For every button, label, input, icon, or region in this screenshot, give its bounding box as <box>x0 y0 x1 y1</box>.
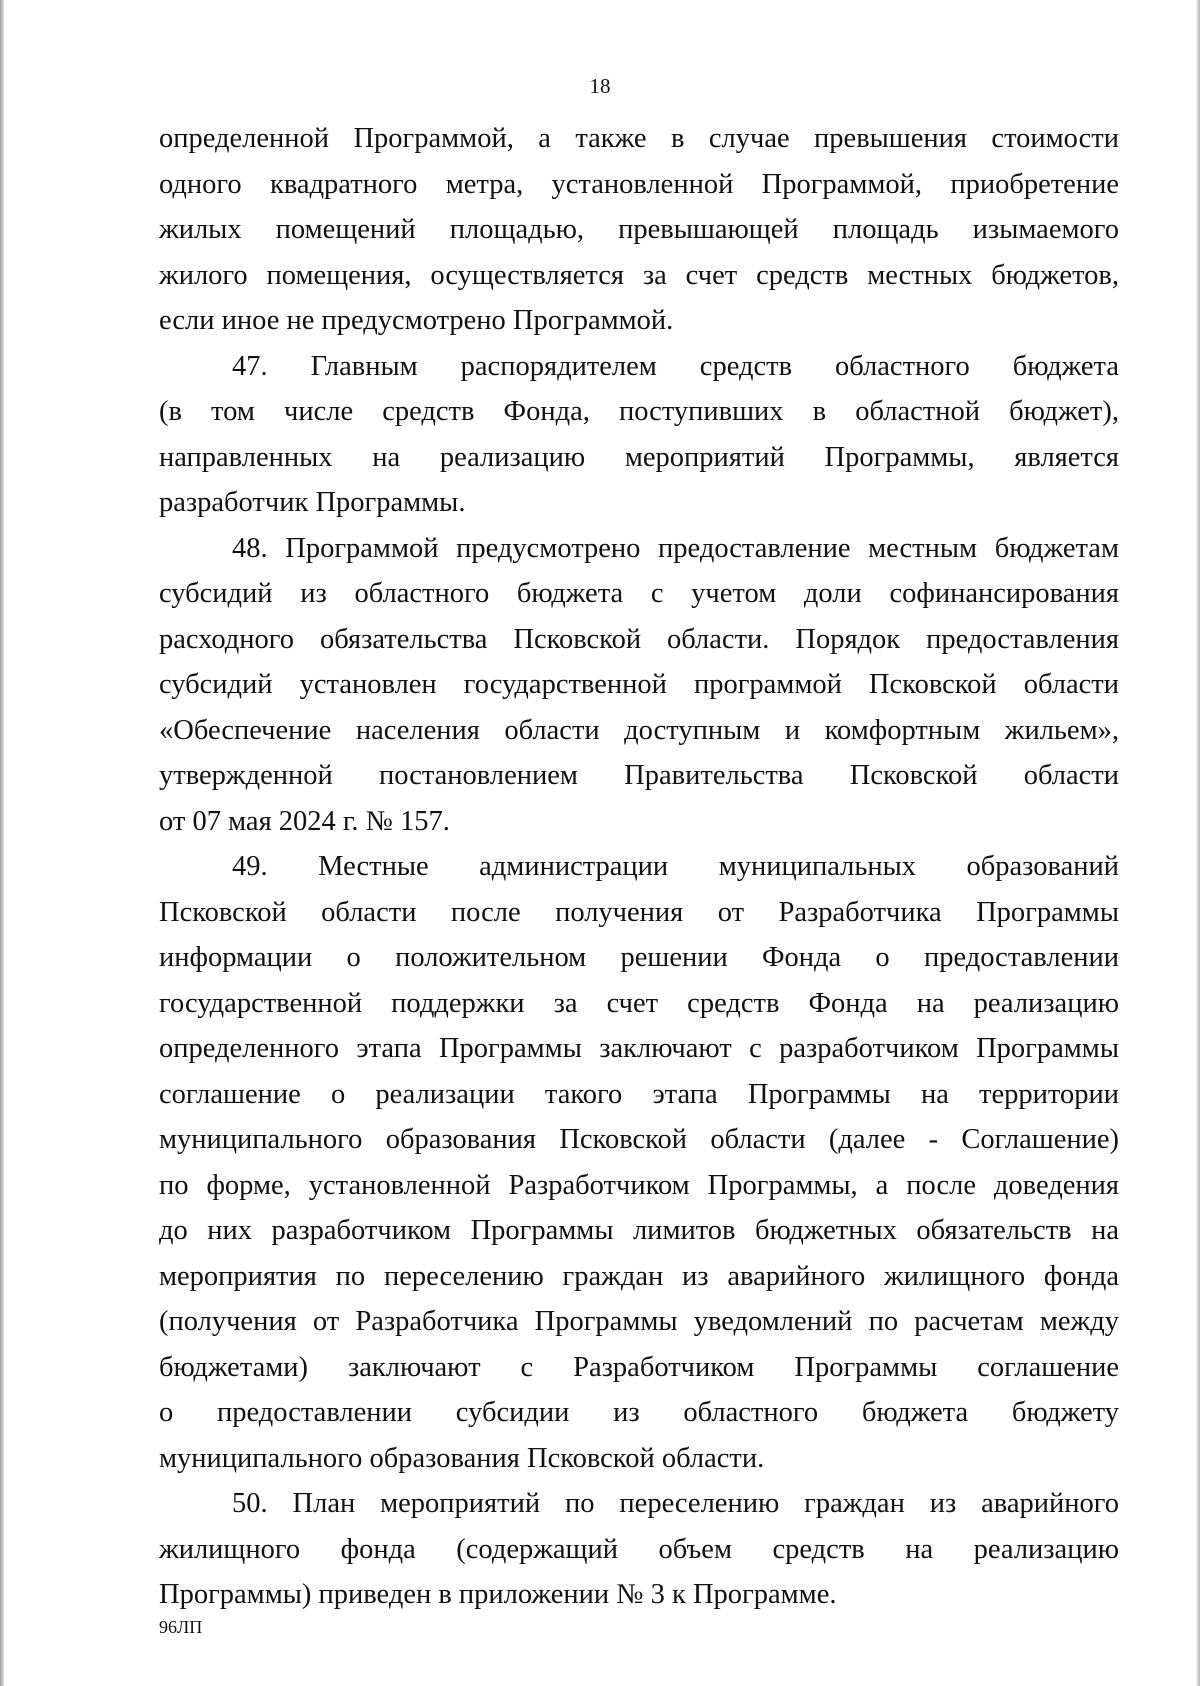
text-line: до них разработчиком Программы лимитов бюджетных обязательств на <box>159 1215 1119 1246</box>
text-line: одного квадратного метра, установленной Программой, приобретение <box>159 168 1119 200</box>
text-line: субсидий установлен государственной программой Псковской области <box>159 669 1119 700</box>
text-line: жилого помещения, осуществляется за счет средств местных бюджетов, <box>159 259 1119 291</box>
paragraph-first-line: 49. Местные администрации муниципальных образований <box>232 851 1119 882</box>
text-line: (в том числе средств Фонда, поступивших в областной бюджет), <box>159 396 1119 427</box>
text-line: определенной Программой, а также в случае превышения стоимости <box>159 123 1119 154</box>
text-line: о предоставлении субсидии из областного бюджета бюджету <box>159 1397 1119 1428</box>
text-line: разработчик Программы. <box>159 487 466 518</box>
text-line: направленных на реализацию мероприятий Программы, является <box>159 441 1119 473</box>
text-line: расходного обязательства Псковской области. Порядок предоставления <box>159 623 1119 655</box>
text-line: (получения от Разработчика Программы уведомлений по расчетам между <box>159 1306 1119 1337</box>
text-line: государственной поддержки за счет средств Фонда на реализацию <box>159 987 1119 1019</box>
paragraph-first-line: 48. Программой предусмотрено предоставление местным бюджетам <box>232 532 1119 564</box>
paragraph-first-line: 47. Главным распорядителем средств областного бюджета <box>232 350 1119 382</box>
text-line: информации о положительном решении Фонда о предоставлении <box>159 942 1119 973</box>
text-line: от 07 мая 2024 г. № 157. <box>159 805 450 837</box>
scan-edge-right <box>1196 0 1200 1686</box>
document-body <box>159 116 1119 1618</box>
text-line: жилищного фонда (содержащий объем средств на реализацию <box>159 1533 1119 1565</box>
text-line: мероприятия по переселению граждан из аварийного жилищного фонда <box>159 1260 1119 1292</box>
text-line: муниципального образования Псковской области (далее - Соглашение) <box>159 1124 1119 1155</box>
text-line: определенного этапа Программы заключают с разработчиком Программы <box>159 1033 1119 1064</box>
text-line: субсидий из областного бюджета с учетом доли софинансирования <box>159 578 1119 609</box>
text-line: жилых помещений площадью, превышающей площадь изымаемого <box>159 214 1119 245</box>
text-line: «Обеспечение населения области доступным и комфортным жильем», <box>159 714 1119 746</box>
text-line: бюджетами) заключают с Разработчиком Программы соглашение <box>159 1351 1119 1383</box>
text-line: если иное не предусмотрено Программой. <box>159 305 674 336</box>
document-code: 96ЛП <box>159 1617 203 1637</box>
text-line: Псковской области после получения от Разработчика Программы <box>159 896 1119 928</box>
text-line: по форме, установленной Разработчиком Программы, а после доведения <box>159 1169 1119 1201</box>
page-number: 18 <box>589 74 611 98</box>
text-line: Программы) приведен в приложении № 3 к Программе. <box>159 1579 837 1610</box>
scan-edge-left <box>0 0 4 1686</box>
text-line: соглашение о реализации такого этапа Программы на территории <box>159 1078 1119 1110</box>
text-line: утвержденной постановлением Правительства Псковской области <box>159 760 1119 791</box>
paragraph-first-line: 50. План мероприятий по переселению граждан из аварийного <box>232 1488 1119 1519</box>
text-line: муниципального образования Псковской области. <box>159 1442 765 1474</box>
